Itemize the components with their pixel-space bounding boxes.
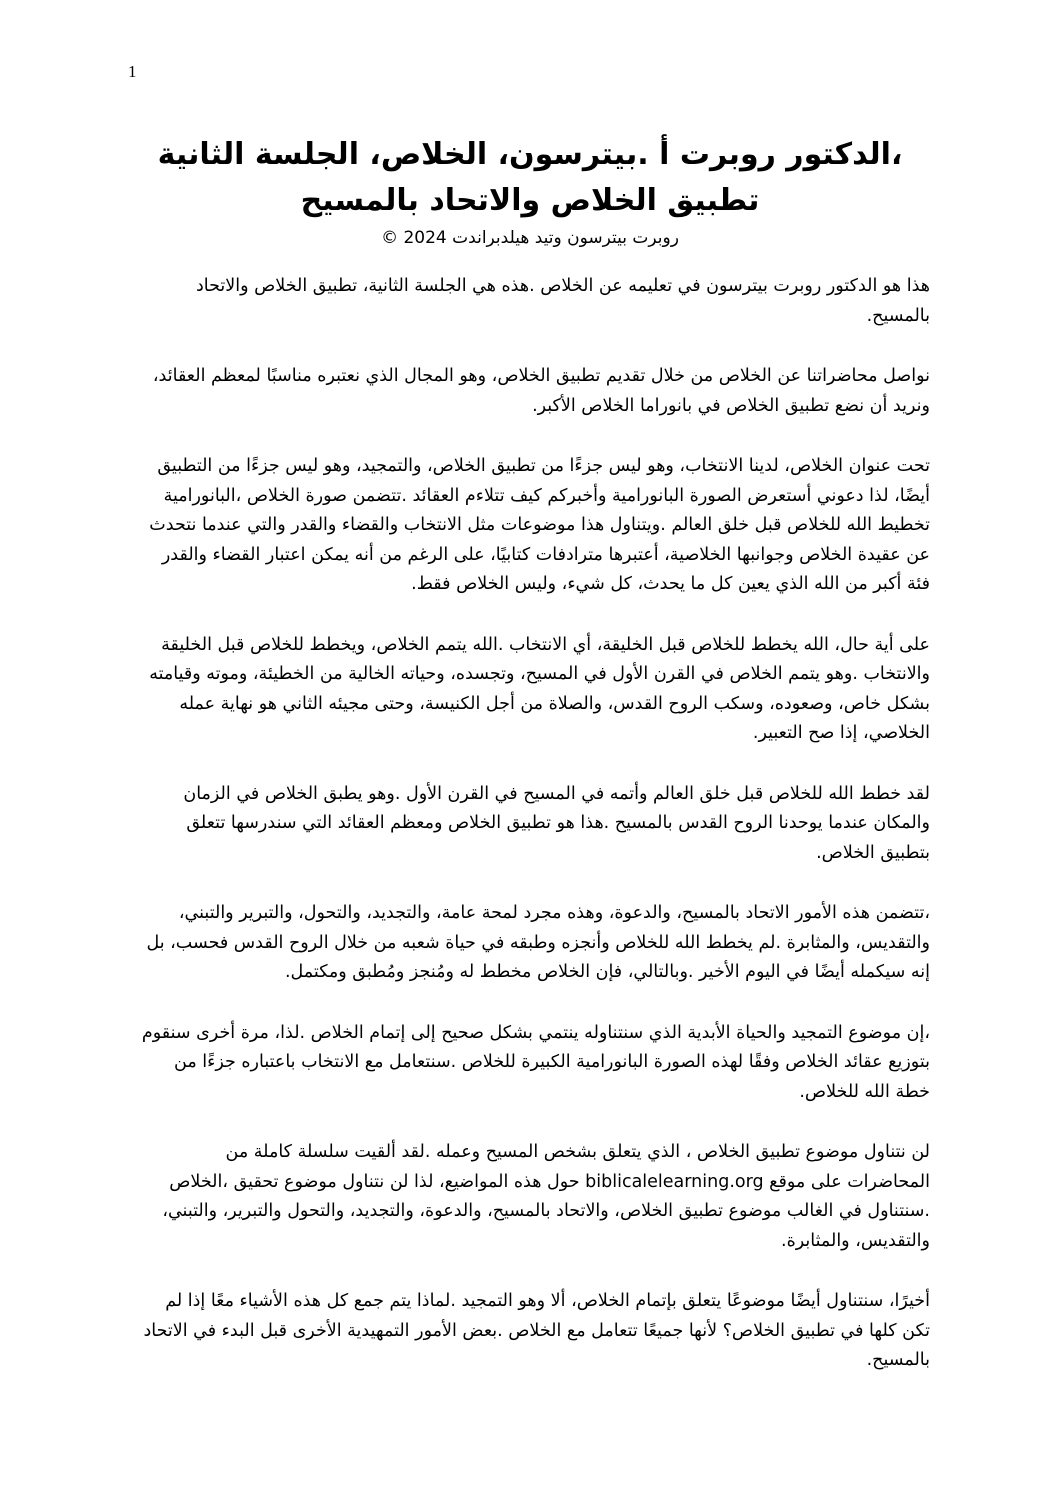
paragraph-5: لقد خطط الله للخلاص قبل خلق العالم وأتمه في المسيح في القرن الأول .وهو يطبق الخلاص في الزمان والمكان عندما يوحدنا الروح القدس بالمسيح .هذا هو تطبيق الخلاص ومعظم العقائد التي سندرسها تتعلق بتطبيق الخلاص. — [183, 783, 930, 863]
paragraph-4: على أية حال، الله يخطط للخلاص قبل الخليقة، أي الانتخاب .الله يتمم الخلاص، ويخطط للخلاص قبل الخليقة والانتخاب .وهو يتمم الخلاص في القرن الأول في المسيح، وتجسده، وحياته الخالية من الخطيئة، وموته وقيامته بشكل خاص، وصعوده، وسكب الروح القدس، والصلاة من أجل الكنيسة، وحتى مجيئه الثاني هو نهاية عمله الخلاصي، إذا صح التعبير. — [149, 634, 930, 743]
paragraph-7: ،إن موضوع التمجيد والحياة الأبدية الذي سنتناوله ينتمي بشكل صحيح إلى إتمام الخلاص .لذا، مرة أخرى سنقوم بتوزيع عقائد الخلاص وفقًا لهذه الصورة البانورامية الكبيرة للخلاص .سنتعامل مع الانتخاب باعتباره جزءًا من خطة الله للخلاص. — [141, 1022, 930, 1102]
paragraph-6: ،تتضمن هذه الأمور الاتحاد بالمسيح، والدعوة، وهذه مجرد لمحة عامة، والتجديد، والتحول، والتبرير والتبني، والتقديس، والمثابرة .لم يخطط الله للخلاص وأنجزه وطبقه في حياة شعبه من خلال الروح القدس فحسب، بل إنه سيكمله أيضًا في اليوم الأخير .وبالتالي، فإن الخلاص مخطط له ومُنجز ومُطبق ومكتمل. — [146, 903, 930, 982]
page-subtitle: تطبيق الخلاص والاتحاد بالمسيح — [300, 183, 760, 218]
paragraph-3: تحت عنوان الخلاص، لدينا الانتخاب، وهو ليس جزءًا من تطبيق الخلاص، والتمجيد، وهو ليس جزءًا من التطبيق أيضًا، لذا دعوني أستعرض الصورة البانورامية وأخبركم كيف تتلاءم العقائد .تتضمن صورة الخلاص ،البانورامية تخطيط الله للخلاص قبل خلق العالم .ويتناول هذا موضوعات مثل الانتخاب والقضاء والقدر والتي عندما نتحدث عن عقيدة الخلاص وجوانبها الخلاصية، أعتبرها مترادفات كتابيًا، على الرغم من أنه يمكن اعتبار القضاء والقدر فئة أكبر من الله الذي يعين كل ما يحدث، كل شيء، وليس الخلاص فقط. — [149, 456, 930, 594]
copyright-notice: روبرت بيترسون وتيد هيلدبراندت 2024 © — [381, 228, 679, 248]
paragraph-2: نواصل محاضراتنا عن الخلاص من خلال تقديم تطبيق الخلاص، وهو المجال الذي نعتبره مناسبًا لمعظم العقائد، ونريد أن نضع تطبيق الخلاص في بانوراما الخلاص الأكبر. — [152, 366, 930, 416]
page-title: ،الدكتور روبرت أ .بيترسون، الخلاص، الجلسة الثانية — [157, 137, 903, 172]
document-body — [140, 272, 930, 1407]
paragraph-8: لن نتناول موضوع تطبيق الخلاص ، الذي يتعلق بشخص المسيح وعمله .لقد ألقيت سلسلة كاملة من المحاضرات على موقع biblicalelearning.org حول هذه المواضيع، لذا لن نتناول موضوع تحقيق ،الخلاص .سنتناول في الغالب موضوع تطبيق الخلاص، والاتحاد بالمسيح، والدعوة، والتجديد، والتحول والتبرير، والتبني، والتقديس، والمثابرة. — [162, 1142, 930, 1251]
paragraph-intro: هذا هو الدكتور روبرت بيترسون في تعليمه عن الخلاص .هذه هي الجلسة الثانية، تطبيق الخلاص والاتحاد بالمسيح. — [196, 276, 930, 326]
page-number: 1 — [128, 62, 137, 81]
paragraph-9: أخيرًا، سنتناول أيضًا موضوعًا يتعلق بإتمام الخلاص، ألا وهو التمجيد .لماذا يتم جمع كل هذه الأشياء معًا إذا لم تكن كلها في تطبيق الخلاص؟ لأنها جميعًا تتعامل مع الخلاص .بعض الأمور التمهيدية الأخرى قبل البدء في الاتحاد بالمسيح. — [143, 1291, 930, 1370]
document-header — [140, 132, 920, 252]
